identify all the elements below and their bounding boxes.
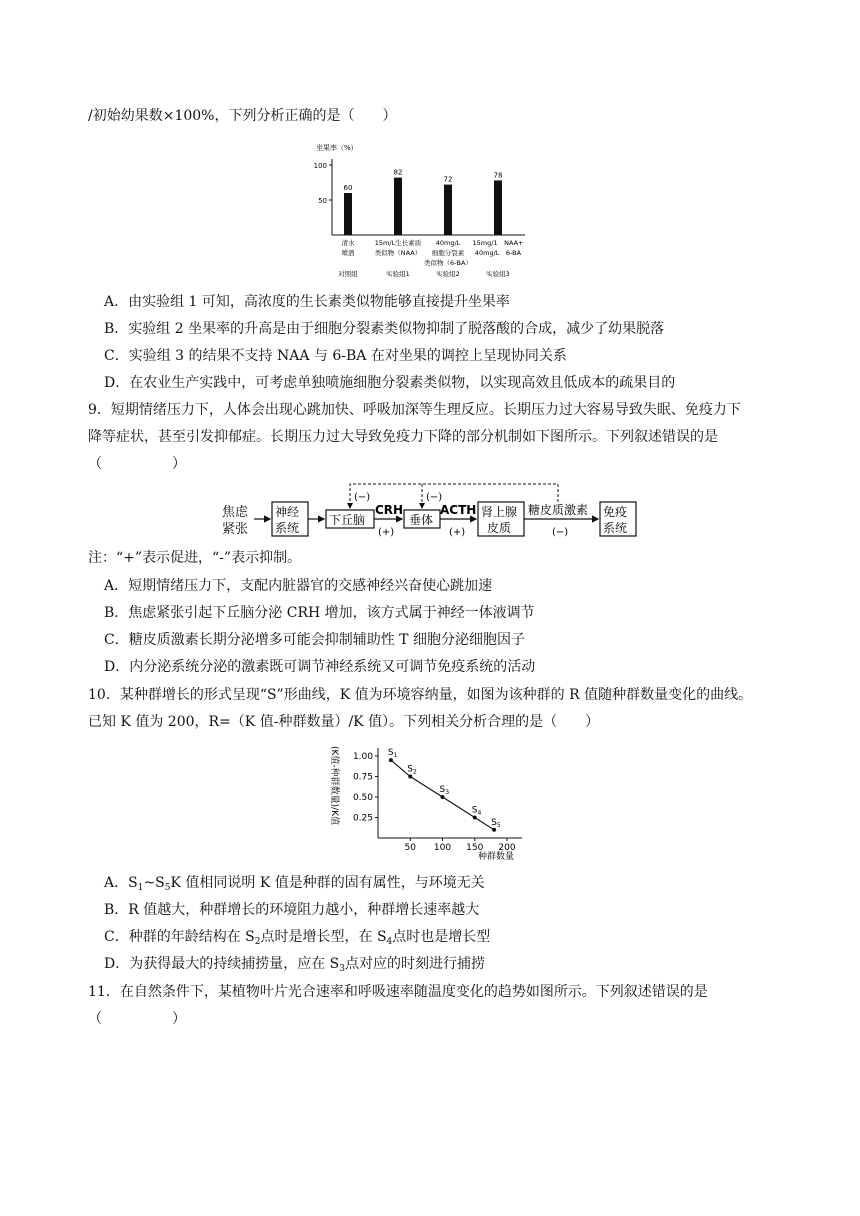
line-point xyxy=(473,816,477,820)
line-point-label: $S_4$ xyxy=(471,805,482,817)
line-point xyxy=(389,758,393,762)
q8-option-d: D．在农业生产实践中，可考虑单独喷施细胞分裂素类似物，以实现高效且低成本的疏果目的 xyxy=(104,375,676,391)
bar-chart-ylabel: 坐果率（%） xyxy=(316,144,358,152)
q11-stem-2: （ ） xyxy=(88,1011,186,1027)
line-point xyxy=(441,795,445,799)
svg-text:肾上腺: 肾上腺 xyxy=(481,505,518,519)
line-y-tick-label: 0.25 xyxy=(352,813,373,824)
bar xyxy=(344,193,352,235)
bar-category-label: 类似物（NAA） xyxy=(374,249,422,257)
line-x-tick-label: 100 xyxy=(433,843,452,853)
bar-chart-categories xyxy=(338,238,523,278)
q11-stem-1: 11．在自然条件下，某植物叶片光合速率和呼吸速率随温度变化的趋势如图所示。下列叙述错误的是 xyxy=(88,984,708,1000)
bar-value-label: 82 xyxy=(393,168,403,177)
q9-option-b: B．焦虑紧张引起下丘脑分泌 CRH 增加，该方式属于神经一体液调节 xyxy=(104,605,535,621)
q9-stem-2: 降等症状，甚至引发抑郁症。长期压力过大导致免疫力下降的部分机制如下图所示。下列叙述错误的是 xyxy=(88,429,718,445)
q9-option-d: D．内分泌系统分泌的激素既可调节神经系统又可调节免疫系统的活动 xyxy=(104,659,536,675)
line-point xyxy=(492,828,496,832)
bar-category-label: 类似物（6-BA） xyxy=(424,259,472,267)
line-chart-axes xyxy=(353,748,522,853)
svg-text:神经: 神经 xyxy=(275,505,300,519)
bar-group-label: 实验组2 xyxy=(436,270,460,278)
q9-stem-3: （ ） xyxy=(88,456,186,472)
bar xyxy=(394,178,402,235)
line-y-tick-label: 0.75 xyxy=(352,772,373,783)
svg-text:垂体: 垂体 xyxy=(409,513,434,527)
q10-stem-1: 10．某种群增长的形式呈现“S”形曲线，K 值为环境容纳量，如图为该种群的 R 值随种群数量变化的曲线。 xyxy=(88,687,753,703)
q8-option-c: C．实验组 3 的结果不支持 NAA 与 6-BA 在对坐果的调控上呈现协同关系 xyxy=(104,348,567,364)
q9-note: 注：“+”表示促进，“-”表示抑制。 xyxy=(88,550,302,566)
q10-option-c: C．种群的年龄结构在 $S_2$点时是增长型，在 $S_4$点时也是增长型 xyxy=(104,929,491,947)
svg-text:(−): (−) xyxy=(426,492,443,503)
line-x-tick-label: 150 xyxy=(466,843,484,853)
bar-category-label: 15mg/1 NAA+ xyxy=(472,239,524,247)
bar-y-tick-label: 50 xyxy=(318,197,327,205)
bar-category-label: 清水 xyxy=(341,239,355,247)
svg-text:(+): (+) xyxy=(378,527,395,538)
bar-group-label: 实验组1 xyxy=(386,270,410,278)
line-point xyxy=(408,775,412,779)
q10-stem-2: 已知 K 值为 200，R=（K 值-种群数量）/K 值）。下列相关分析合理的是（ ） xyxy=(88,714,600,730)
bar-value-label: 78 xyxy=(493,171,503,180)
svg-text:系统: 系统 xyxy=(603,521,628,535)
bar xyxy=(444,185,452,235)
bar-y-tick-label: 100 xyxy=(313,162,327,170)
q9-stem-1: 9．短期情绪压力下，人体会出现心跳加快、呼吸加深等生理反应。长期压力过大容易导致失眠、免疫力下 xyxy=(88,402,741,418)
line-y-tick-label: 0.50 xyxy=(352,793,373,803)
q9-option-c: C．糖皮质激素长期分泌增多可能会抑制辅助性 T 细胞分泌细胞因子 xyxy=(104,632,525,648)
line-y-tick-label: 1.00 xyxy=(352,752,373,762)
bar-group-label: 实验组3 xyxy=(486,270,510,278)
crh-label: CRH xyxy=(375,503,404,517)
line-point-label: $S_3$ xyxy=(439,785,450,796)
line-chart-series xyxy=(388,748,501,832)
bar-category-label: 40mg/L 6-BA xyxy=(474,249,522,257)
line-point-label: $S_2$ xyxy=(407,764,417,776)
q10-option-b: B．R 值越大，种群增长的环境阻力越小，种群增长速率越大 xyxy=(104,902,480,918)
svg-text:(−): (−) xyxy=(552,527,569,538)
svg-text:皮质: 皮质 xyxy=(487,521,512,535)
bar-chart-bars xyxy=(344,169,503,235)
input-tension: 紧张 xyxy=(222,522,249,537)
line-chart-ylabel: (K值-种群数量)/K值 xyxy=(329,746,339,826)
svg-text:免疫: 免疫 xyxy=(603,505,628,519)
bar-category-label: 15m/L生长素质 xyxy=(374,239,422,247)
glucocorticoid-label: 糖皮质激素 xyxy=(528,503,589,517)
line-x-tick-label: 200 xyxy=(498,843,516,853)
q8-bar-chart xyxy=(310,140,540,285)
svg-text:(+): (+) xyxy=(449,527,466,538)
line-point-label: $S_5$ xyxy=(491,817,501,829)
q8-option-b: B．实验组 2 坐果率的升高是由于细胞分裂素类似物抑制了脱落酸的合成，减少了幼果脱落 xyxy=(104,321,665,337)
input-anxiety: 焦虑 xyxy=(222,505,249,520)
line-chart-xlabel: 种群数量 xyxy=(478,852,515,862)
q8-option-a: A．由实验组 1 可知，高浓度的生长素类似物能够直接提升坐果率 xyxy=(104,294,510,310)
bar-category-label: 细胞分裂素 xyxy=(431,249,465,257)
q10-option-a: A．$S_1\sim S_5K$ 值相同说明 K 值是种群的固有属性，与环境无关 xyxy=(104,875,485,893)
svg-text:(−): (−) xyxy=(354,492,371,503)
bar-value-label: 72 xyxy=(443,175,453,184)
bar-category-label: 40mg/L xyxy=(435,239,461,247)
q8-stem: /初始幼果数×100%，下列分析正确的是（ ） xyxy=(88,108,397,124)
q9-mechanism-diagram xyxy=(218,480,638,542)
line-x-tick-label: 50 xyxy=(404,843,416,853)
q9-option-a: A．短期情绪压力下，支配内脏器官的交感神经兴奋使心跳加速 xyxy=(104,578,493,594)
svg-text:下丘脑: 下丘脑 xyxy=(329,513,366,527)
bar-value-label: 60 xyxy=(343,184,353,192)
acth-label: ACTH xyxy=(440,503,477,517)
line-point-label: $S_1$ xyxy=(387,748,398,760)
bar-category-label: 喷洒 xyxy=(341,249,355,257)
q10-option-d: D．为获得最大的持续捕捞量，应在 $S_3$点对应的时刻进行捕捞 xyxy=(104,956,485,974)
bar-group-label: 对照组 xyxy=(338,270,358,278)
q10-line-chart xyxy=(320,740,530,865)
bar xyxy=(494,180,502,235)
svg-text:系统: 系统 xyxy=(275,521,300,535)
